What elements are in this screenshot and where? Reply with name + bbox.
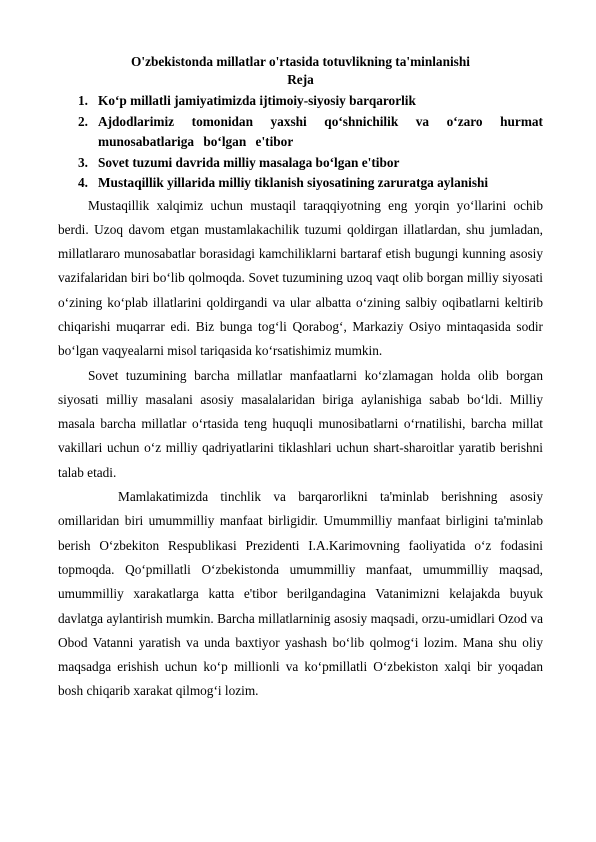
body-paragraph: Mustaqillik xalqimiz uchun mustaqil taraqqiyotning eng yorqin yo‘llarini ochib berdi. Uzoq davom etgan mustamlakachilik tuzumi qoldirgan illatlardan, shu jumladan, millatlararo munosabatlar borasidagi kamchiliklarni bartaraf etish bugungi kunning asosiy vazifalaridan biri bo‘lib qolmoqda. Sovet tuzumining uzoq vaqt olib borgan milliy siyosati o‘zining ko‘plab illatlarini qoldirgandi va ular albatta o‘zining salbiy oqibatlarni keltirib chiqarishi muqarrar edi. Biz bunga tog‘li Qorabog‘, Markaziy Osiyo mintaqasida sodir bo‘lgan vaqyealarni misol tariqasida ko‘rsatishimiz mumkin. <box>58 197 543 359</box>
plan-item-number: 3. <box>78 154 88 170</box>
body-paragraph: Sovet tuzumining barcha millatlar manfaatlarni ko‘zlamagan holda olib borgan siyosati milliy masalani asosiy masalalaridan biriga aylanishiga sabab bo‘ldi. Milliy masala barcha millatlar o‘rtasida teng huquqli munosibatlarni o‘rnatilishi, barcha millat vakillari uchun o‘z milliy qadriyatlarini tiklashlari uchun shart-sharoitlar yaratib berishni talab etadi. <box>58 367 543 480</box>
plan-item <box>58 91 543 112</box>
plan-item-number: 1. <box>78 93 88 108</box>
plan-item-text: Ko‘p millatli jamiyatimizda ijtimoiy-siyosiy barqarorlik <box>98 93 416 108</box>
plan-item-text: Mustaqillik yillarida milliy tiklanish siyosatining zaruratga aylanishi <box>98 175 489 190</box>
plan-item <box>58 173 543 194</box>
plan-heading: Reja <box>287 72 314 87</box>
body-paragraph: Mamlakatimizda tinchlik va barqarorlikni ta'minlab berishning asosiy omillaridan biri umummilliy manfaat birligidir. Umummilliy manfaat birligini ta'minlab berish O‘zbekiton Respublikasi Prezidenti I.A.Karimovning faoliyatida o‘z fodasini topmoqda. Qo‘pmillatli O‘zbekistonda umummilliy manfaat, umummilliy maqsad, umummilliy xarakatlarga katta e'tibor berilgandagina Vatanimizni kelajakda buyuk davlatga aylantirish mumkin. Barcha millatlarninig asosiy maqsadi, orzu-umidlari Ozod va Obod Vatanni yaratish va unda baxtiyor yashash bo‘lib qolmog‘i lozim. Mana shu oliy maqsadga erishish uchun ko‘p millionli va ko‘pmillatli O‘zbekiston xalqi bir yoqadan bosh chiqarib xarakat qilmog‘i lozim. <box>58 489 543 699</box>
document-title: O'zbekistonda millatlar o'rtasida totuvlikning ta'minlanishi <box>131 54 470 69</box>
plan-item-number: 4. <box>78 175 88 190</box>
plan-item-number: 2. <box>78 113 88 129</box>
plan-list <box>58 91 543 194</box>
plan-item-text: Ajdodlarimiz tomonidan yaxshi qo‘shnichilik va o‘zaro hurmat munosabatlariga bo‘lgan e'tibor <box>98 113 543 149</box>
plan-item <box>58 153 543 174</box>
plan-item <box>58 112 543 153</box>
plan-item-text: Sovet tuzumi davrida milliy masalaga bo‘lgan e'tibor <box>98 154 400 170</box>
document-page <box>58 53 543 704</box>
